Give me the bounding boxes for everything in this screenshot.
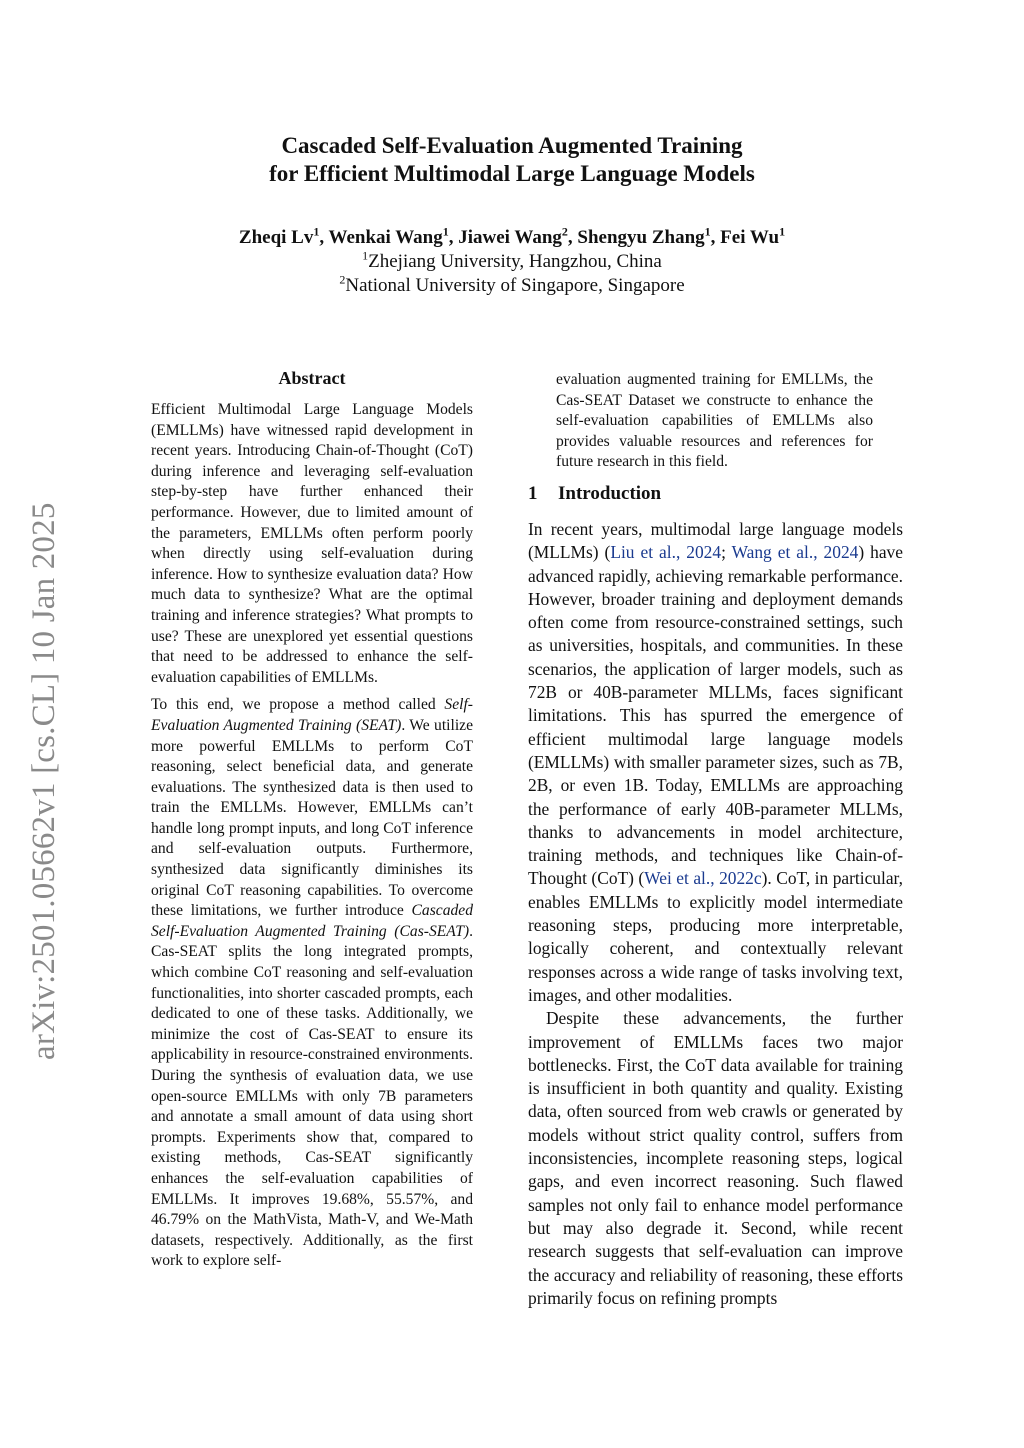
author-name: Jiawei Wang	[458, 227, 562, 248]
citation-link[interactable]: Wei et al., 2022c	[644, 868, 762, 889]
section-title: Introduction	[558, 483, 662, 504]
author-list: Zheqi Lv$^1$, Wenkai Wang$^1$, Jiawei Wang$^2$, Shengyu Zhang$^1$, Fei Wu$^1$	[238, 224, 786, 248]
author-name: Fei Wu	[720, 227, 780, 248]
citation-link[interactable]: Liu et al., 2024	[610, 542, 722, 563]
citation-link[interactable]: Wang et al., 2024	[731, 542, 859, 563]
abstract-column	[151, 366, 473, 1279]
abstract-paragraph-2: To this end, we propose a method called Self-Evaluation Augmented Training (SEAT). We utilize more powerful EMLLMs to perform CoT reasoning, select beneficial data, and generate evaluations. The synthesized data is then used to train the EMLLMs. However, EMLLMs can’t handle long prompt inputs, and long CoT inference and self-evaluation outputs. Furthermore, synthesized data significantly diminishes its original CoT reasoning capabilities. To overcome these limitations, we further introduce Cascaded Self-Evaluation Augmented Training (Cas-SEAT). Cas-SEAT splits the long integrated prompts, which combine CoT reasoning and self-evaluation functionalities, into shorter cascaded prompts, each dedicated to one of these tasks. Additionally, we minimize the cost of Cas-SEAT to ensure its applicability in resource-constrained environments. During the synthesis of evaluation data, we use open-source EMLLMs with only 7B parameters and annotate a small amount of data using short prompts. Experiments show that, compared to existing methods, Cas-SEAT significantly enhances the self-evaluation capabilities of EMLLMs. It improves 19.68%, 55.57%, and 46.79% on the MathVista, Math-V, and We-Math datasets, respectively. Additionally, as the first work to explore self-	[151, 696, 473, 1270]
method-name-seat: Self-Evaluation Augmented Training (SEAT)	[151, 696, 473, 734]
method-name-cas-seat: Cascaded Self-Evaluation Augmented Training (Cas-SEAT)	[151, 902, 473, 940]
affiliation-1: $^1$Zhejiang University, Hangzhou, China	[362, 248, 662, 272]
arxiv-identifier: arXiv:2501.05662v1 [cs.CL] 10 Jan 2025	[26, 502, 62, 1060]
author-name: Wenkai Wang	[328, 227, 443, 248]
title-line-1: Cascaded Self-Evaluation Augmented Training	[281, 133, 743, 158]
author-block	[0, 226, 1024, 298]
affiliation-2: $^2$National University of Singapore, Singapore	[339, 272, 685, 296]
abstract-paragraph-1: Efficient Multimodal Large Language Models (EMLLMs) have witnessed rapid development in recent years. Introducing Chain-of-Thought (CoT) during inference and leveraging self-evaluation step-by-step have further enhanced their performance. However, due to limited amount of the parameters, EMLLMs often perform poorly when directly using self-evaluation during inference. How to synthesize evaluation data? How much data to synthesize? What are the optimal training and inference strategies? What prompts to use? These are unexplored yet essential questions that need to be addressed to enhance the self-evaluation capabilities of EMLLMs.	[151, 401, 473, 686]
intro-paragraph-2: Despite these advancements, the further improvement of EMLLMs faces two major bottlenecks. First, the CoT data available for training is insufficient in both quantity and quality. Existing data, often sourced from web crawls or generated by models without strict quality control, suffers from inconsistencies, incomplete reasoning steps, logical gaps, and even incorrect reasoning. Such flawed samples not only fail to enhance model performance but may also degrade it. Second, while recent research suggests that self-evaluation can improve the accuracy and reliability of reasoning, these efforts primarily focus on refining prompts	[528, 1008, 903, 1308]
paper-title	[0, 132, 1024, 188]
section-heading-introduction	[528, 482, 661, 506]
abstract-continuation	[556, 370, 873, 480]
author-affil-mark: 2	[561, 224, 568, 239]
author-name: Zheqi Lv	[238, 227, 314, 248]
abstract-heading: Abstract	[278, 368, 346, 388]
abstract-paragraph-continued: evaluation augmented training for EMLLMs, the Cas-SEAT Dataset we constructe to enhance the self-evaluation capabilities of EMLLMs also provides valuable resources and references for future research in this field.	[556, 371, 873, 471]
author-affil-mark: 1	[313, 224, 320, 239]
title-line-2: for Efficient Multimodal Large Language Models	[269, 161, 755, 186]
section-number: 1	[528, 483, 538, 504]
intro-paragraph-1: In recent years, multimodal large language models (MLLMs) (Liu et al., 2024; Wang et al., 2024) have advanced rapidly, achieving remarkable performance. However, broader training and deployment demands often come from resource-constrained settings, such as universities, hospitals, and communities. In these scenarios, the application of larger models, such as 72B or 40B-parameter MLLMs, faces significant limitations. This has spurred the emergence of efficient multimodal large language models (EMLLMs) with smaller parameter sizes, such as 7B, 2B, or even 1B. Today, EMLLMs are approaching the performance of early 40B-parameter MLLMs, thanks to advancements in model architecture, training methods, and techniques like Chain-of-Thought (CoT) (Wei et al., 2022c). CoT, in particular, enables EMLLMs to explicitly model intermediate reasoning steps, producing more interpretable, logically coherent, and contextually relevant responses across a wide range of tasks involving text, images, and other modalities.	[528, 519, 903, 1005]
author-name: Shengyu Zhang	[577, 227, 705, 248]
author-affil-mark: 1	[704, 224, 711, 239]
author-affil-mark: 1	[442, 224, 449, 239]
introduction-body	[528, 518, 903, 1310]
author-affil-mark: 1	[779, 224, 786, 239]
